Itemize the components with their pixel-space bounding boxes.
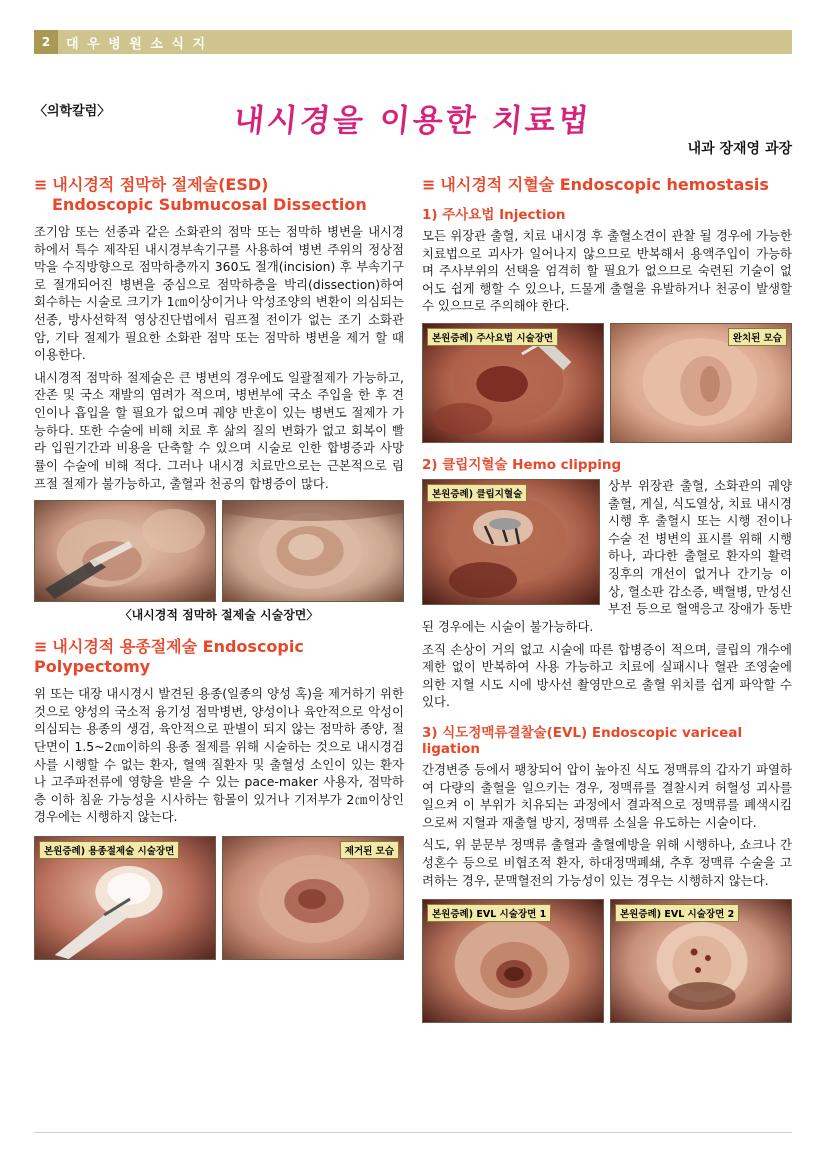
esd-heading-line2: Endoscopic Submucosal Dissection bbox=[52, 195, 367, 214]
injection-figure-row bbox=[422, 323, 792, 443]
section-bullet-icon-3: ≡ bbox=[422, 175, 436, 194]
injection-figure-2-label: 완치된 모습 bbox=[728, 328, 787, 346]
esd-figure-1 bbox=[34, 500, 216, 602]
esd-figure-caption: 〈내시경적 점막하 절제술 시술장면〉 bbox=[119, 608, 319, 623]
esd-paragraph-2: 내시경적 점막하 절제술은 큰 병변의 경우에도 일괄절제가 가능하고, 잔존 및 국소 재발의 염려가 적으며, 병변부에 국소 주입을 한 후 견인이나 흡입을 할 필요가 없으며 궤양 반혼이 있는 병변도 절제가 가능하다. 또한 수술에 비해 치료 후 삶의 질의 변화가 없고 회복이 빨라 입원기간과 비용을 단축할 수 있으며 시술로 인한 합병증과 사망률이 수술에 비해 적다. 그러나 내시경 치료만으로는 근본적으로 림프절 절제가 불가능하고, 출혈과 천공의 합병증이 많다. bbox=[34, 369, 404, 491]
evl-figure-row bbox=[422, 899, 792, 1023]
endoscopy-image-esd-2 bbox=[223, 501, 403, 601]
polypectomy-paragraph-1: 위 또는 대장 내시경시 발견된 용종(일종의 양성 혹)을 제거하기 위한 것으로 양성의 국소적 융기성 점막병변, 양성이나 육안적으로 악성이 의심되는 용종의 생검, 육안적으로 판별이 되지 않는 점막하 종양, 절단면이 1.5~2㎝이하의 용종 절제를 위해 시술하는 것으로 내시경검사를 시행할 수 없는 환자, 혈액 질환자 및 출혈성 소인이 있는 환자나 고주파전류에 영향을 받을 수 있는 pace-maker 사용자, 점막하층 이하 침윤 가능성을 시사하는 함몰이 있거나 기저부가 2㎝이상인 경우에는 시행하지 않는다. bbox=[34, 686, 404, 825]
polypectomy-figure-2 bbox=[222, 836, 404, 960]
footer-divider bbox=[34, 1132, 792, 1133]
column-kicker: 〈의학칼럼〉 bbox=[34, 104, 111, 119]
page-title: 내시경을 이용한 치료법 bbox=[232, 103, 594, 139]
evl-figure-2 bbox=[610, 899, 792, 1023]
clipping-paragraph-1: 상부 위장관 출혈, 소화관의 궤양 출혈, 게실, 식도열상, 치료 내시경 시행 후 출혈시 또는 시행 전이나 수술 전 병변의 표시를 위해 시행하나, 과다한 출혈로 환자의 활력징후의 개선이 없거나 간기능 이상, 혈소판 감소증, 백혈병, 만성신부전 등으로 혈액응고 장애가 동반된 경우에는 시술이 불가능하다. bbox=[422, 478, 792, 634]
section-heading-esd bbox=[34, 175, 404, 215]
esd-heading-line1: 내시경적 점막하 절제술(ESD) bbox=[52, 175, 269, 194]
clipping-figure bbox=[422, 479, 600, 605]
injection-figure-1 bbox=[422, 323, 604, 443]
injection-paragraph-1: 모든 위장관 출혈, 치료 내시경 후 출혈소견이 관찰 될 경우에 가능한 치료법으로 괴사가 일어나지 않으므로 반복해서 용액주입이 가능하며 주사부위의 선택을 엄격히 할 필요가 없으므로 숙련된 기술이 없어도 쉽게 행할 수 있으나, 드물게 출혈을 유발하거나 천공이 발생할 수 있으므로 주의해야 한다. bbox=[422, 228, 792, 314]
hemostasis-heading: 내시경적 지혈술 Endoscopic hemostasis bbox=[440, 175, 769, 194]
clipping-subheading: 2) 클립지혈술 Hemo clipping bbox=[422, 457, 622, 474]
esd-paragraph-1: 조기암 또는 선종과 같은 소화관의 점막 또는 점막하 병변을 내시경하에서 특수 제작된 내시경부속기구를 사용하여 병변 주위의 정상점막을 수직방향으로 점막하층까지 360도 절개(incision) 후 부속기구로 절개되어진 병변을 중심으로 점막하층을 박리(dissection)하여 회수하는 시술로 크기가 1㎝이상이거나 악성조양의 변환이 의심되는 선종, 방사선학적 영상진단법에서 림프절 전이가 없는 조기 소화관 암, 기타 절제가 필요한 소화관 점막 또는 점막하 병변을 제거 할 때 이용한다. bbox=[34, 224, 404, 363]
injection-figure-1-label: 본원증례) 주사요법 시술장면 bbox=[427, 328, 558, 346]
polypectomy-heading: 내시경적 용종절제술 Endoscopic Polypectomy bbox=[34, 637, 304, 677]
polypectomy-figure-1 bbox=[34, 836, 216, 960]
section-heading-polypectomy bbox=[34, 637, 404, 677]
evl-paragraph-1: 간경변증 등에서 팽창되어 압이 높아진 식도 정맥류의 갑자기 파열하여 다량의 출혈을 일으키는 경우, 정맥류를 결찰시켜 허혈성 괴사를 일으켜 이 부위가 치유되는 과정에서 결과적으로 정맥류를 폐색시킴으로써 지혈과 재출혈 방지, 정맥류 소실을 유도하는 시술이다. bbox=[422, 761, 792, 830]
polypectomy-figure-row bbox=[34, 836, 404, 960]
polypectomy-figure-1-label: 본원증례) 용종절제술 시술장면 bbox=[39, 841, 179, 859]
polypectomy-figure-2-label: 제거된 모습 bbox=[340, 841, 399, 859]
right-column bbox=[422, 175, 792, 1027]
esd-figure-row bbox=[34, 500, 404, 602]
clipping-block bbox=[422, 477, 792, 640]
evl-paragraph-2: 식도, 위 분문부 정맥류 출혈과 출혈예방을 위해 시행하나, 쇼크나 간성혼수 등으로 비협조적 환자, 하대정맥폐쇄, 추후 정맥류 수술을 고려하는 경우, 문맥혈전의 가능성이 있는 경우는 시행하지 않는다. bbox=[422, 837, 792, 888]
author-byline: 내과 장재영 과장 bbox=[687, 141, 792, 157]
publication-title: 대 우 병 원 소 식 지 bbox=[66, 36, 208, 52]
evl-figure-1-label: 본원증례) EVL 시술장면 1 bbox=[427, 904, 551, 922]
injection-figure-2 bbox=[610, 323, 792, 443]
injection-subheading: 1) 주사요법 Injection bbox=[422, 207, 566, 223]
left-column bbox=[34, 175, 404, 964]
section-bullet-icon: ≡ bbox=[34, 175, 48, 194]
clipping-figure-label: 본원증례) 클립지혈술 bbox=[427, 484, 527, 502]
endoscopy-image-esd-1 bbox=[35, 501, 215, 601]
evl-subheading: 3) 식도정맥류결찰술(EVL) Endoscopic variceal ligation bbox=[422, 724, 743, 757]
section-heading-hemostasis bbox=[422, 175, 792, 195]
evl-figure-2-label: 본원증례) EVL 시술장면 2 bbox=[615, 904, 739, 922]
esd-figure-2 bbox=[222, 500, 404, 602]
section-bullet-icon-2: ≡ bbox=[34, 637, 48, 657]
evl-figure-1 bbox=[422, 899, 604, 1023]
page-number: 2 bbox=[34, 30, 58, 54]
clipping-paragraph-2: 조직 손상이 거의 없고 시술에 따른 합병증이 적으며, 클립의 개수에 제한 없이 반복하여 사용 가능하고 치료에 실패시나 혈관 조영술에 의한 지혈 시도 시에 방사선 촬영만으로 출혈 위치를 쉽게 파악할 수 있다. bbox=[422, 641, 792, 710]
